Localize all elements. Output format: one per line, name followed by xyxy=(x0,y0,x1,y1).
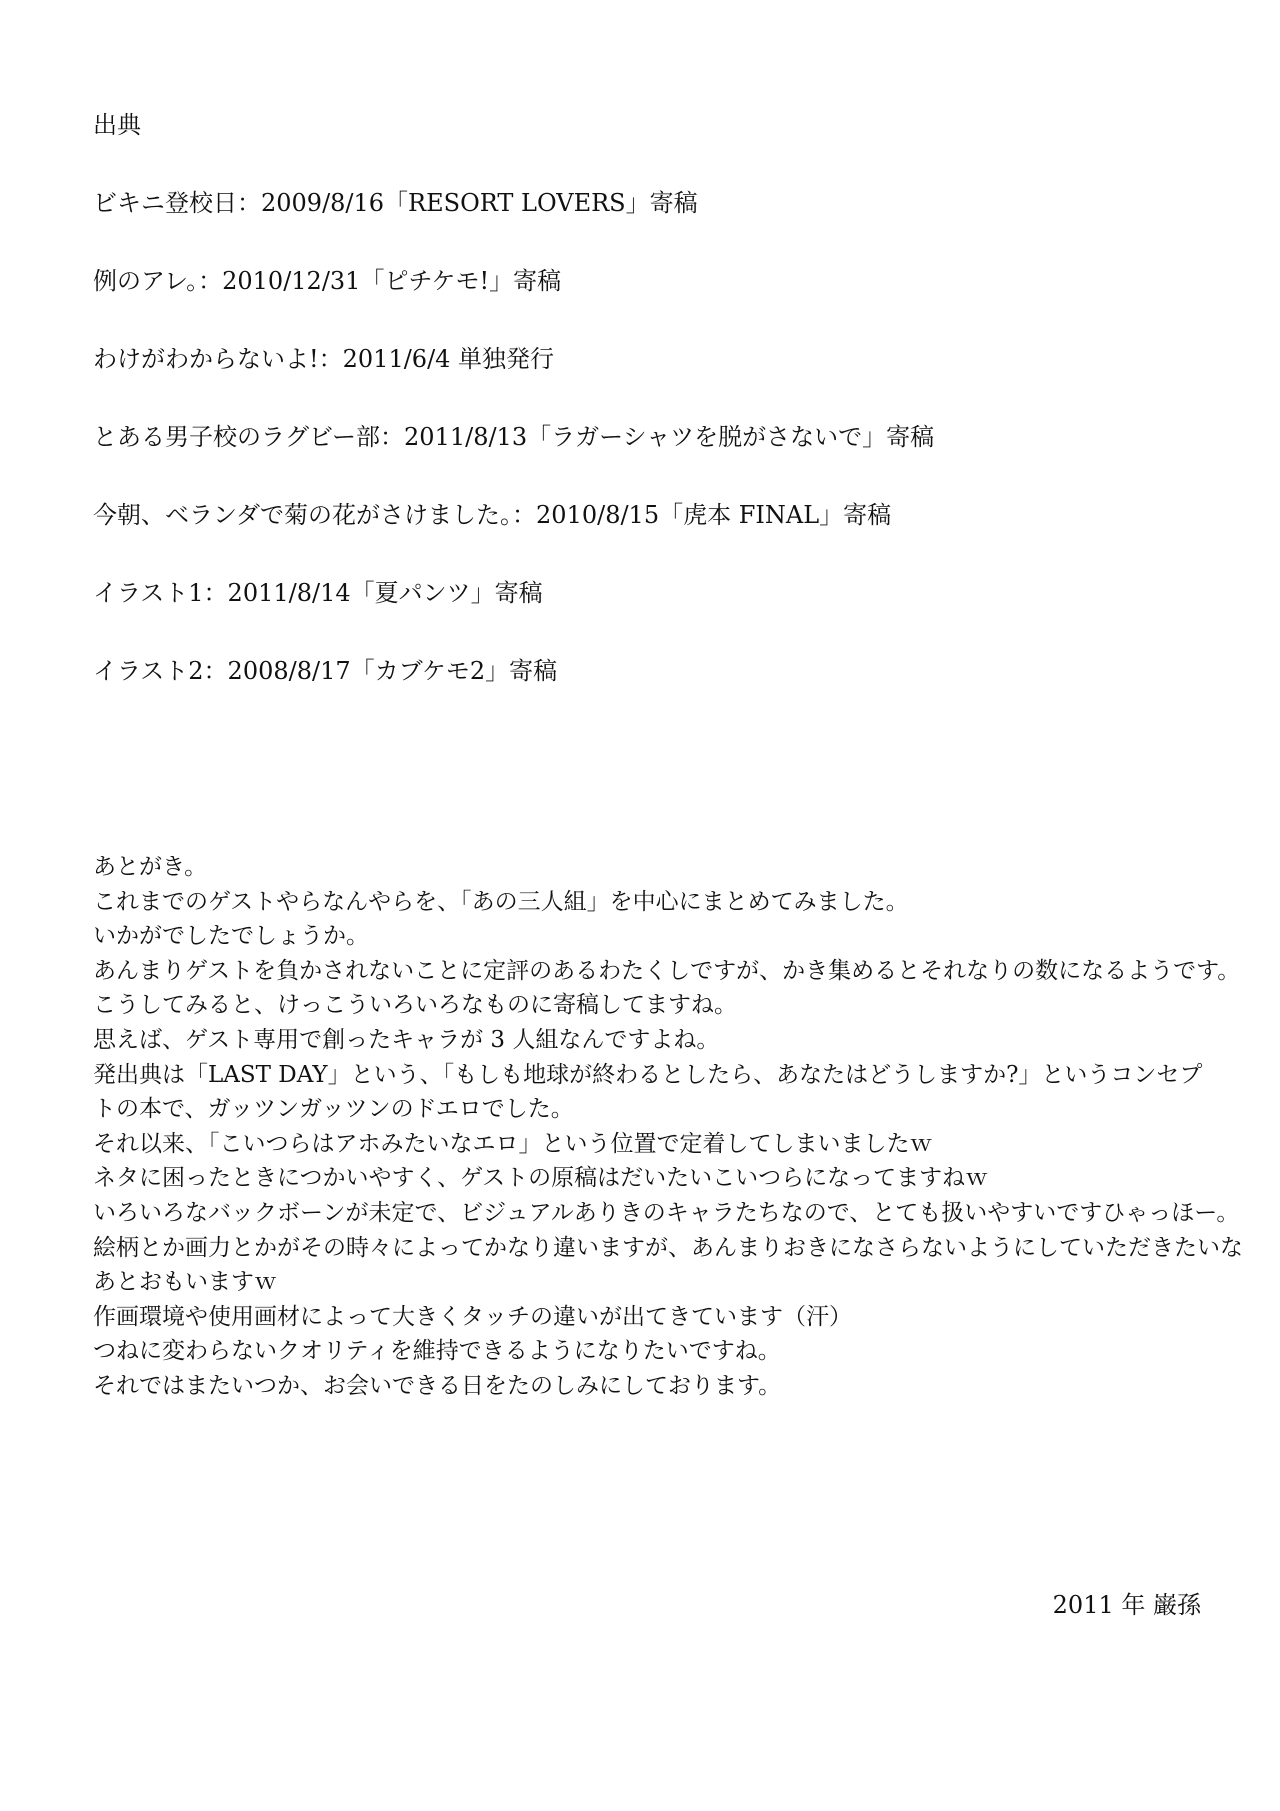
signature: 2011 年 巌孫 xyxy=(1052,1591,1201,1619)
afterword-line: それではまたいつか、お会いできる日をたのしみにしております。 xyxy=(93,1372,782,1399)
afterword-section xyxy=(93,850,1243,1404)
afterword-title: あとがき。 xyxy=(93,854,208,880)
source-item: 例のアレ。：2010/12/31「ピチケモ!」寄稿 xyxy=(93,267,562,295)
afterword-line: あんまりゲストを負かされないことに定評のあるわたくしですが、かき集めるとそれなりの数になるようです。 xyxy=(93,957,1241,984)
afterword-line: あとおもいますｗ xyxy=(93,1269,277,1296)
sources-heading: 出典 xyxy=(93,111,141,139)
afterword-line: つねに変わらないクオリティを維持できるようになりたいですね。 xyxy=(93,1338,781,1365)
afterword-line: 思えば、ゲスト専用で創ったキャラが 3 人組なんですよね。 xyxy=(93,1026,720,1053)
afterword-line: ネタに困ったときにつかいやすく、ゲストの原稿はだいたいこいつらになってますねｗ xyxy=(93,1165,989,1192)
afterword-line: いかがでしたでしょうか。 xyxy=(93,923,369,950)
source-item: ビキニ登校日：2009/8/16「RESORT LOVERS」寄稿 xyxy=(93,189,698,217)
source-item: 今朝、ベランダで菊の花がさけました。：2010/8/15「虎本 FINAL」寄稿 xyxy=(93,501,892,529)
afterword-line: 絵柄とか画力とかがその時々によってかなり違いますが、あんまりおきになさらないようにしていただきたいな xyxy=(93,1234,1243,1261)
afterword-line: トの本で、ガッツンガッツンのドエロでした。 xyxy=(93,1096,574,1123)
afterword-line: これまでのゲストやらなんやらを、「あの三人組」を中心にまとめてみました。 xyxy=(93,888,909,915)
afterword-line: いろいろなバックボーンが未定で、ビジュアルありきのキャラたちなので、とても扱いやすいですひゃっほー。 xyxy=(93,1199,1240,1226)
afterword-line: 発出典は「LAST DAY」という、「もしも地球が終わるとしたら、あなたはどうしますか?」というコンセプ xyxy=(93,1061,1203,1088)
sources-list xyxy=(93,188,934,734)
source-item: わけがわからないよ!：2011/6/4 単独発行 xyxy=(93,345,555,373)
afterword-line: それ以来、「こいつらはアホみたいなエロ」という位置で定着してしまいましたｗ xyxy=(93,1130,933,1157)
afterword-line: 作画環境や使用画材によって大きくタッチの違いが出てきています（汗） xyxy=(93,1303,852,1330)
source-item: とある男子校のラグビー部：2011/8/13「ラガーシャツを脱がさないで」寄稿 xyxy=(93,423,935,451)
source-item: イラスト2：2008/8/17「カブケモ2」寄稿 xyxy=(93,657,558,685)
source-item: イラスト1：2011/8/14「夏パンツ」寄稿 xyxy=(93,579,543,607)
afterword-line: こうしてみると、けっこういろいろなものに寄稿してますね。 xyxy=(93,992,737,1019)
